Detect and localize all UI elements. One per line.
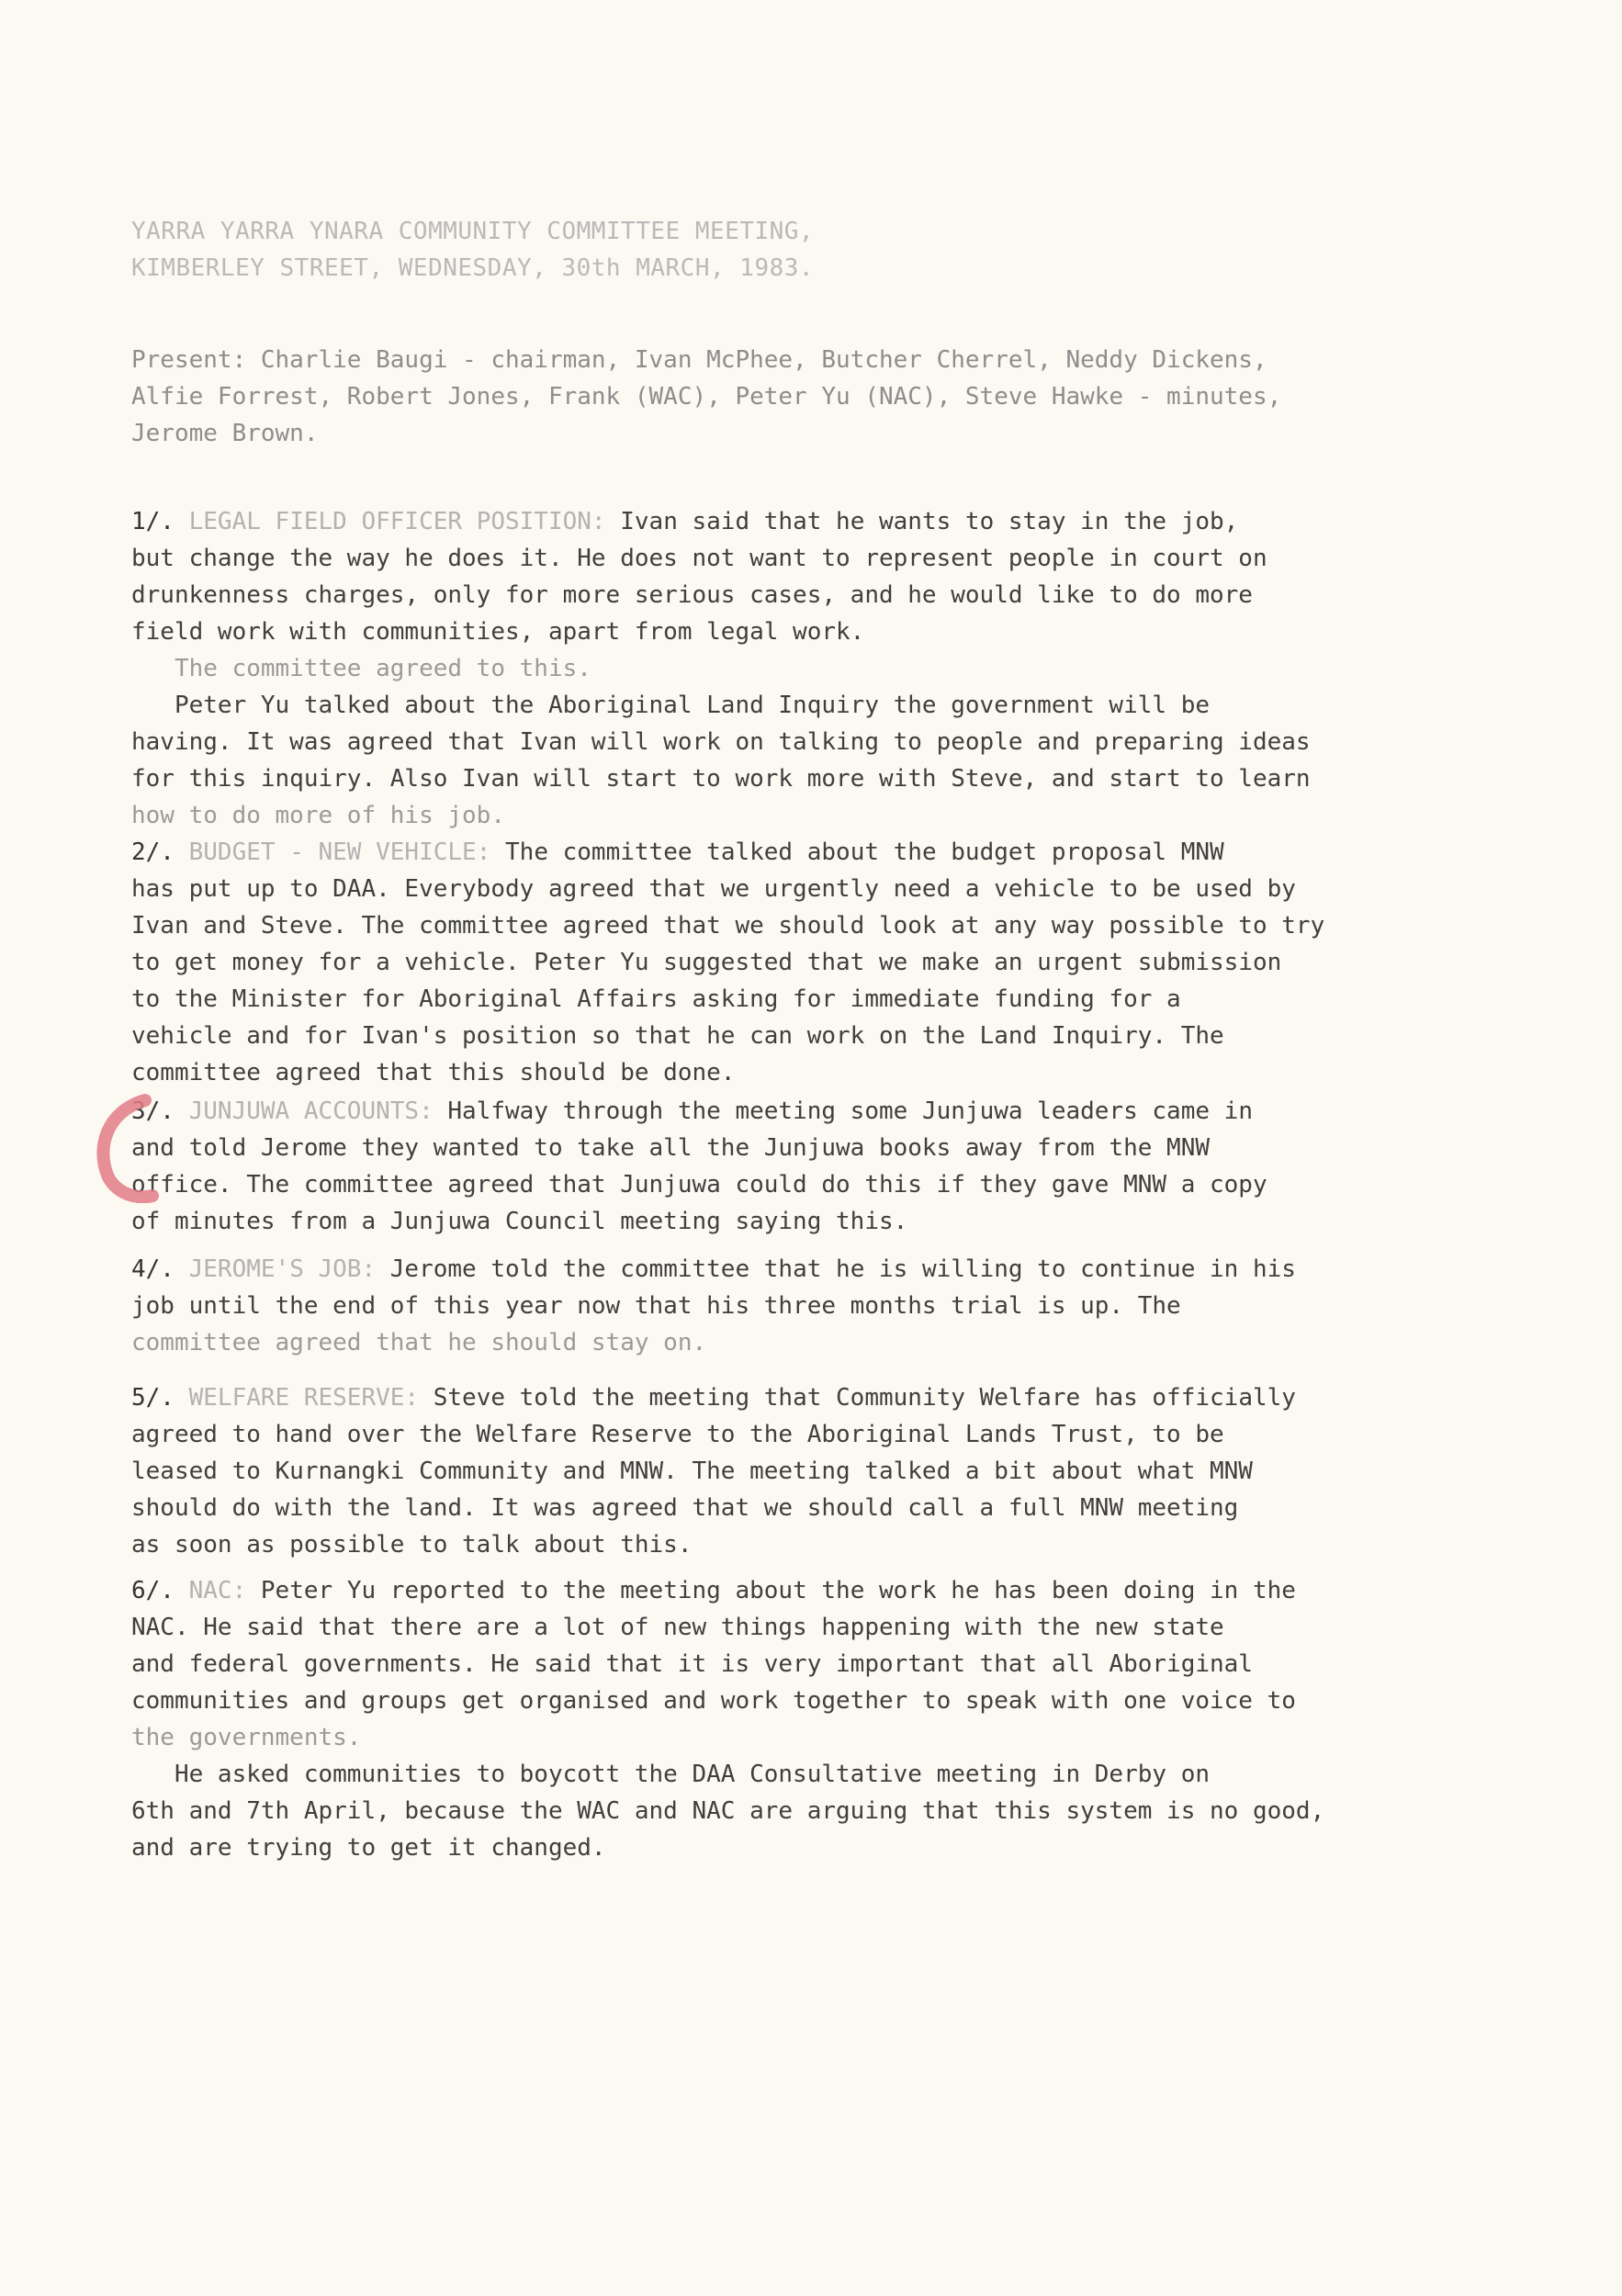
agenda-item — [131, 1093, 1509, 1240]
item-line: field work with communities, apart from legal work. — [131, 618, 865, 646]
item-number: 1/. — [131, 508, 175, 535]
item-heading: JUNJUWA ACCOUNTS: — [188, 1097, 434, 1125]
item-first-line — [131, 1379, 1509, 1416]
item-line: as soon as possible to talk about this. — [131, 1531, 693, 1559]
item-line: drunkenness charges, only for more serious cases, and he would like to do more — [131, 581, 1253, 609]
item-line: Peter Yu talked about the Aboriginal Land Inquiry the government will be — [131, 692, 1210, 719]
item-line: but change the way he does it. He does not want to represent people in court on — [131, 545, 1267, 572]
item-line: committee agreed that this should be done. — [131, 1059, 736, 1086]
attendees-line: Jerome Brown. — [131, 420, 319, 447]
item-line: having. It was agreed that Ivan will work on talking to people and preparing ideas — [131, 728, 1311, 756]
agenda-item — [131, 1379, 1509, 1563]
item-number: 3/. — [131, 1097, 175, 1125]
attendees-line: Present: Charlie Baugi - chairman, Ivan McPhee, Butcher Cherrel, Neddy Dickens, — [131, 346, 1267, 374]
item-heading: WELFARE RESERVE: — [188, 1384, 420, 1412]
item-line: has put up to DAA. Everybody agreed that we urgently need a vehicle to be used by — [131, 875, 1296, 903]
item-line: to the Minister for Aboriginal Affairs asking for immediate funding for a — [131, 985, 1181, 1013]
item-line: 6th and 7th April, because the WAC and NAC are arguing that this system is no good, — [131, 1797, 1325, 1825]
item-line: to get money for a vehicle. Peter Yu suggested that we make an urgent submission — [131, 949, 1282, 976]
item-text: Ivan said that he wants to stay in the job, — [620, 508, 1239, 535]
agenda-item — [131, 1251, 1509, 1361]
item-line: communities and groups get organised and work together to speak with one voice to — [131, 1687, 1296, 1715]
item-line: NAC. He said that there are a lot of new things happening with the new state — [131, 1614, 1224, 1641]
item-line: vehicle and for Ivan's position so that he can work on the Land Inquiry. The — [131, 1022, 1224, 1050]
item-line: agreed to hand over the Welfare Reserve to the Aboriginal Lands Trust, to be — [131, 1421, 1224, 1448]
item-number: 5/. — [131, 1384, 175, 1412]
item-line: office. The committee agreed that Junjuwa could do this if they gave MNW a copy — [131, 1171, 1267, 1199]
item-line: should do with the land. It was agreed that we should call a full MNW meeting — [131, 1494, 1239, 1522]
item-heading: LEGAL FIELD OFFICER POSITION: — [188, 508, 606, 535]
item-line: and federal governments. He said that it is very important that all Aboriginal — [131, 1650, 1253, 1678]
item-number: 4/. — [131, 1255, 175, 1283]
item-line: leased to Kurnangki Community and MNW. The meeting talked a bit about what MNW — [131, 1458, 1253, 1485]
meeting-header — [131, 213, 1509, 287]
item-line: and are trying to get it changed. — [131, 1834, 606, 1862]
item-text: Jerome told the committee that he is willing to continue in his — [389, 1255, 1296, 1283]
item-first-line — [131, 1572, 1509, 1609]
item-line: for this inquiry. Also Ivan will start to work more with Steve, and start to learn — [131, 765, 1311, 793]
item-line: of minutes from a Junjuwa Council meeting saying this. — [131, 1208, 908, 1235]
item-line: job until the end of this year now that his three months trial is up. The — [131, 1292, 1181, 1320]
item-line: Ivan and Steve. The committee agreed that we should look at any way possible to try — [131, 912, 1325, 940]
item-text: The committee talked about the budget proposal MNW — [505, 838, 1224, 866]
attendees-list — [131, 342, 1509, 452]
agenda-item — [131, 834, 1509, 1091]
item-line: committee agreed that he should stay on. — [131, 1329, 707, 1356]
item-first-line — [131, 1093, 1509, 1130]
item-line: how to do more of his job. — [131, 802, 505, 829]
item-first-line — [131, 503, 1509, 540]
item-number: 6/. — [131, 1577, 175, 1604]
item-text: Peter Yu reported to the meeting about the work he has been doing in the — [260, 1577, 1296, 1604]
item-text: Halfway through the meeting some Junjuwa leaders came in — [447, 1097, 1253, 1125]
item-heading: BUDGET - NEW VEHICLE: — [188, 838, 491, 866]
attendees-line: Alfie Forrest, Robert Jones, Frank (WAC), Peter Yu (NAC), Steve Hawke - minutes, — [131, 383, 1282, 411]
item-line: He asked communities to boycott the DAA Consultative meeting in Derby on — [131, 1761, 1210, 1788]
item-line: and told Jerome they wanted to take all the Junjuwa books away from the MNW — [131, 1134, 1210, 1162]
header-line: YARRA YARRA YNARA COMMUNITY COMMITTEE MEETING, — [131, 218, 815, 245]
item-text: Steve told the meeting that Community Welfare has officially — [433, 1384, 1296, 1412]
header-line: KIMBERLEY STREET, WEDNESDAY, 30th MARCH, 1983. — [131, 254, 815, 282]
item-heading: NAC: — [188, 1577, 247, 1604]
item-heading: JEROME'S JOB: — [188, 1255, 377, 1283]
item-number: 2/. — [131, 838, 175, 866]
item-line: the governments. — [131, 1724, 362, 1751]
red-pencil-bracket-mark — [88, 1093, 162, 1203]
agenda-item — [131, 503, 1509, 834]
item-line: The committee agreed to this. — [131, 655, 591, 682]
agenda-item — [131, 1572, 1509, 1866]
item-first-line — [131, 834, 1509, 871]
item-first-line — [131, 1251, 1509, 1288]
